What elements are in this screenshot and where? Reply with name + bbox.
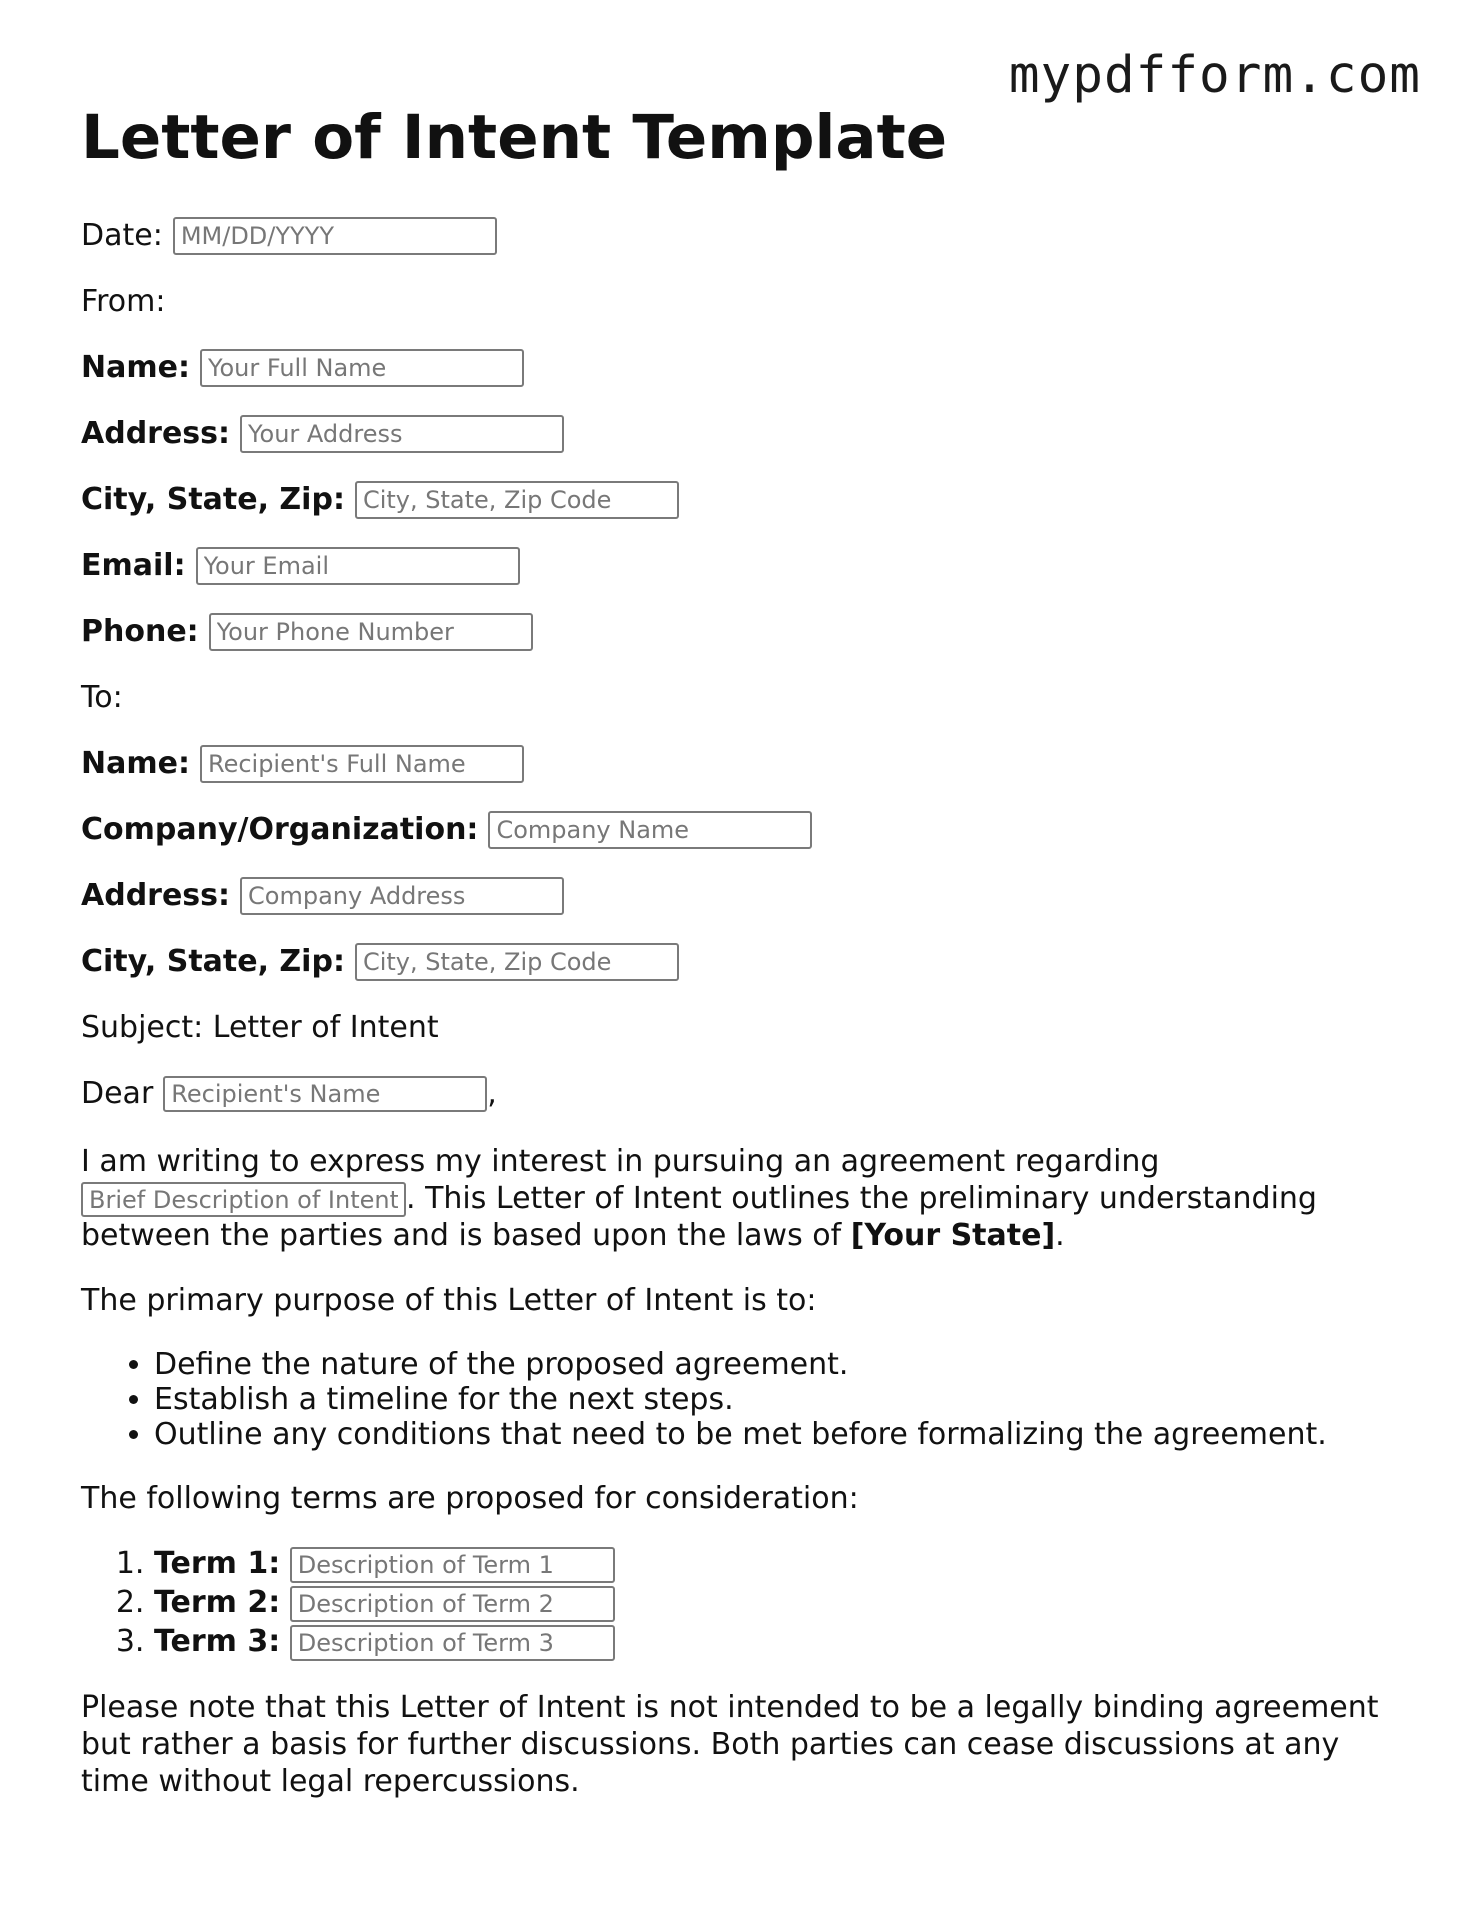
to-address-label: Address:: [81, 878, 231, 913]
to-name-label: Name:: [81, 746, 190, 781]
term-2-input[interactable]: [290, 1586, 615, 1622]
terms-intro: The following terms are proposed for consideration:: [81, 1481, 859, 1516]
to-name-input[interactable]: [200, 745, 524, 783]
subject-line: Subject: Letter of Intent: [81, 1010, 439, 1045]
from-label: From:: [81, 284, 166, 319]
greeting-row: [81, 1075, 1401, 1113]
to-city-label: City, State, Zip:: [81, 944, 345, 979]
greeting-prefix: Dear: [81, 1076, 154, 1111]
from-city-row: [81, 481, 1401, 519]
term-label: Term 2:: [154, 1585, 281, 1620]
term-3-input[interactable]: [290, 1625, 615, 1661]
from-name-input[interactable]: [200, 349, 524, 387]
from-address-label: Address:: [81, 416, 231, 451]
to-address-input[interactable]: [240, 877, 564, 915]
term-label: Term 3:: [154, 1624, 281, 1659]
date-row: [81, 217, 1401, 255]
intent-description-input[interactable]: [81, 1182, 406, 1217]
subject-row: [81, 1009, 1401, 1047]
purpose-item: • Outline any conditions that need to be met before formalizing the agreement.: [154, 1417, 1401, 1452]
from-name-label: Name:: [81, 350, 190, 385]
from-city-input[interactable]: [355, 481, 679, 519]
purpose-list: [81, 1347, 1401, 1452]
to-company-label: Company/Organization:: [81, 812, 479, 847]
to-label: To:: [81, 680, 123, 715]
purpose-item: • Define the nature of the proposed agreement.: [154, 1347, 1401, 1382]
from-phone-label: Phone:: [81, 614, 199, 649]
to-address-row: [81, 877, 1401, 915]
term-item: [154, 1584, 1401, 1622]
from-phone-input[interactable]: [209, 613, 533, 651]
intro-paragraph: [81, 1143, 1401, 1254]
terms-list: [81, 1545, 1401, 1661]
date-input[interactable]: [173, 217, 497, 255]
intro-text-2: . This Letter of Intent outlines the preliminary understanding between the parties and is based upon the laws of: [81, 1181, 1317, 1253]
to-city-input[interactable]: [355, 943, 679, 981]
disclaimer-paragraph: Please note that this Letter of Intent is not intended to be a legally binding agreement but rather a basis for further discussions. Both parties can cease discussions at any time without legal repercussions.: [81, 1690, 1379, 1799]
from-address-row: [81, 415, 1401, 453]
state-placeholder: [Your State]: [850, 1218, 1056, 1253]
from-heading: [81, 283, 1401, 321]
to-heading: [81, 679, 1401, 717]
term-item: [154, 1545, 1401, 1583]
term-item: [154, 1623, 1401, 1661]
intro-text-1: I am writing to express my interest in pursuing an agreement regarding: [81, 1144, 1160, 1179]
purpose-intro: The primary purpose of this Letter of Intent is to:: [81, 1283, 817, 1318]
from-email-label: Email:: [81, 548, 186, 583]
intro-text-3: .: [1055, 1218, 1065, 1253]
page-title: Letter of Intent Template: [81, 102, 948, 173]
term-1-input[interactable]: [290, 1547, 615, 1583]
from-name-row: [81, 349, 1401, 387]
letter-page: [81, 100, 1401, 1800]
recipient-name-input[interactable]: [163, 1076, 487, 1112]
date-label: Date:: [81, 218, 163, 253]
from-address-input[interactable]: [240, 415, 564, 453]
to-company-input[interactable]: [488, 811, 812, 849]
from-phone-row: [81, 613, 1401, 651]
from-email-input[interactable]: [196, 547, 520, 585]
watermark: mypdfform.com: [1008, 46, 1421, 105]
from-email-row: [81, 547, 1401, 585]
to-company-row: [81, 811, 1401, 849]
term-label: Term 1:: [154, 1546, 281, 1581]
purpose-item: • Establish a timeline for the next steps.: [154, 1382, 1401, 1417]
greeting-suffix: ,: [487, 1076, 497, 1111]
to-city-row: [81, 943, 1401, 981]
to-name-row: [81, 745, 1401, 783]
from-city-label: City, State, Zip:: [81, 482, 345, 517]
